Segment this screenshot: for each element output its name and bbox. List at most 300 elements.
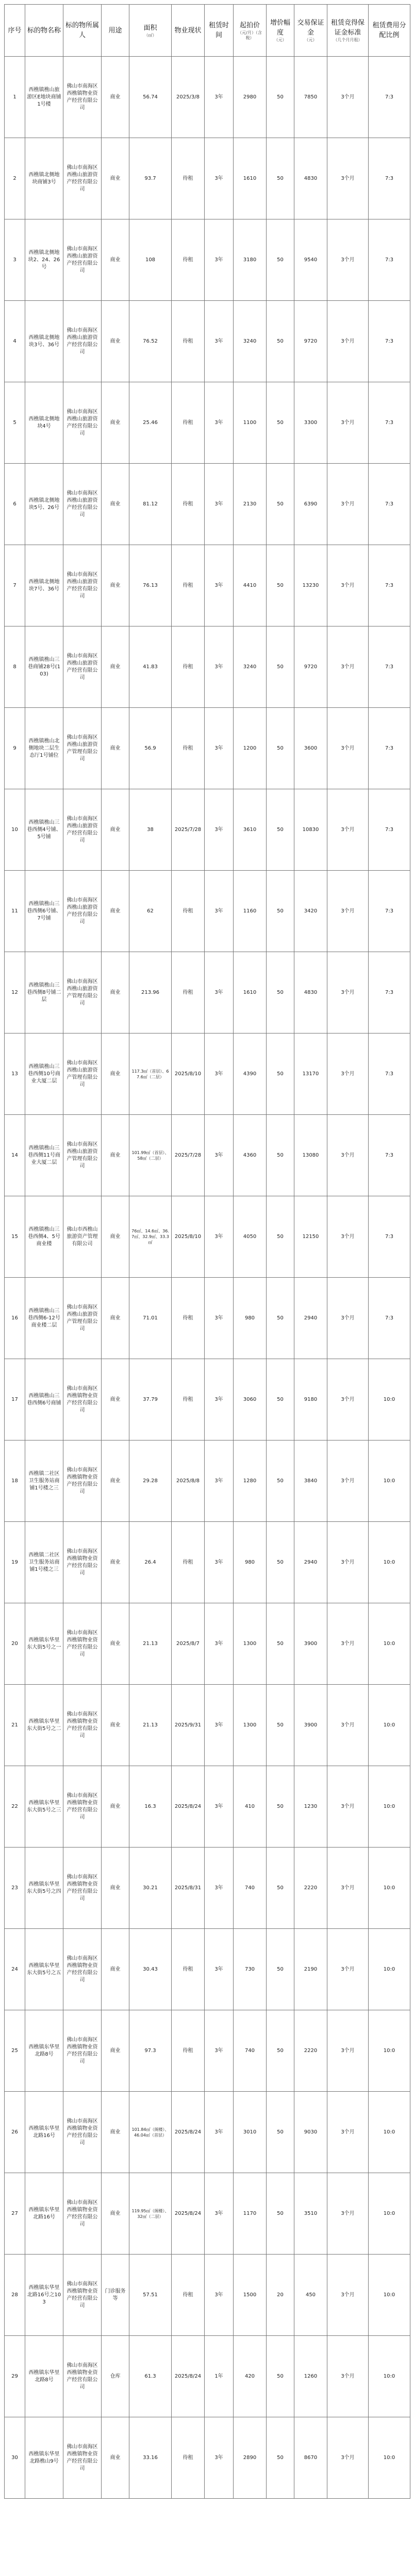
cell-area: 57.51	[129, 2255, 172, 2336]
cell-area: 108	[129, 219, 172, 301]
cell-ratio: 7:3	[369, 626, 410, 708]
cell-area: 38	[129, 789, 172, 871]
cell-price: 4050	[234, 1196, 267, 1278]
cell-status: 2025/3/8	[172, 57, 205, 138]
cell-months: 3个月	[327, 545, 369, 626]
cell-no: 19	[5, 1522, 25, 1603]
table-row	[5, 382, 410, 464]
cell-months: 3个月	[327, 464, 369, 545]
cell-months: 3个月	[327, 2255, 369, 2336]
cell-price: 4410	[234, 545, 267, 626]
cell-use: 商业	[102, 1929, 129, 2010]
cell-area: 33.16	[129, 2417, 172, 2499]
cell-price: 420	[234, 2336, 267, 2417]
cell-status: 2025/8/24	[172, 2173, 205, 2255]
cell-area: 16.3	[129, 1766, 172, 1848]
cell-price: 1300	[234, 1685, 267, 1766]
cell-area: 93.7	[129, 138, 172, 219]
cell-status: 待租	[172, 1278, 205, 1359]
cell-owner: 佛山市南海区西樵山旅游资产经营有限公司	[63, 626, 102, 708]
cell-term: 3年	[205, 789, 234, 871]
cell-price: 1100	[234, 382, 267, 464]
table-body	[5, 57, 410, 2499]
cell-status: 待租	[172, 1929, 205, 2010]
cell-name: 西樵镇樵山三巷西侧4、5号商业楼	[25, 1196, 63, 1278]
header-term: 租赁时间	[205, 5, 234, 57]
cell-owner: 佛山市南海区西樵山旅游资产经营有限公司	[63, 301, 102, 382]
cell-use: 商业	[102, 382, 129, 464]
cell-use: 商业	[102, 2173, 129, 2255]
cell-area: 21.13	[129, 1603, 172, 1685]
cell-use: 商业	[102, 1440, 129, 1522]
cell-no: 9	[5, 708, 25, 789]
cell-use: 商业	[102, 1359, 129, 1440]
cell-name: 西樵镇二社区卫生服务站商铺1号楼之三	[25, 1522, 63, 1603]
table-row	[5, 2336, 410, 2417]
cell-step: 50	[267, 2092, 294, 2173]
cell-name: 西樵镇北侧地块3号、36号	[25, 301, 63, 382]
cell-owner: 佛山市南海区西樵镇物业资产经营有限公司	[63, 1685, 102, 1766]
cell-use: 商业	[102, 626, 129, 708]
cell-ratio: 10:0	[369, 2417, 410, 2499]
cell-step: 50	[267, 1440, 294, 1522]
cell-no: 21	[5, 1685, 25, 1766]
cell-ratio: 7:3	[369, 1115, 410, 1196]
cell-name: 西樵镇东华里北路8号	[25, 2010, 63, 2092]
cell-status: 2025/8/7	[172, 1603, 205, 1685]
cell-no: 18	[5, 1440, 25, 1522]
cell-ratio: 10:0	[369, 1359, 410, 1440]
cell-deposit: 9030	[294, 2092, 327, 2173]
cell-area: 29.28	[129, 1440, 172, 1522]
cell-owner: 佛山市南海区西樵镇物业资产经营有限公司	[63, 2092, 102, 2173]
header-deposit: 交易保证金 （元）	[294, 5, 327, 57]
table-row	[5, 301, 410, 382]
cell-term: 3年	[205, 871, 234, 952]
cell-area: 76.13	[129, 545, 172, 626]
cell-area: 213.96	[129, 952, 172, 1033]
cell-name: 西樵镇樵山旅游区E地块商铺1号楼	[25, 57, 63, 138]
cell-name: 西樵镇樵山三巷西侧10号商业大厦二层	[25, 1033, 63, 1115]
cell-use: 商业	[102, 1115, 129, 1196]
cell-deposit: 6390	[294, 464, 327, 545]
header-status: 物业现状	[172, 5, 205, 57]
cell-price: 740	[234, 1848, 267, 1929]
cell-area: 41.83	[129, 626, 172, 708]
cell-step: 50	[267, 871, 294, 952]
cell-name: 西樵镇樵山三巷西侧6号商铺	[25, 1359, 63, 1440]
cell-name: 西樵镇东华里北路8号	[25, 2336, 63, 2417]
cell-area: 62	[129, 871, 172, 952]
cell-months: 3个月	[327, 2417, 369, 2499]
table-row	[5, 464, 410, 545]
cell-status: 待租	[172, 952, 205, 1033]
cell-use: 商业	[102, 1522, 129, 1603]
table-row	[5, 219, 410, 301]
table-row	[5, 2092, 410, 2173]
cell-area: 26.4	[129, 1522, 172, 1603]
cell-use: 商业	[102, 2092, 129, 2173]
cell-deposit: 2940	[294, 1522, 327, 1603]
cell-price: 1200	[234, 708, 267, 789]
cell-use: 商业	[102, 789, 129, 871]
cell-no: 20	[5, 1603, 25, 1685]
cell-term: 3年	[205, 2010, 234, 2092]
cell-deposit: 3510	[294, 2173, 327, 2255]
cell-owner: 佛山市南海区西樵山旅游资产管理有限公司	[63, 708, 102, 789]
table-row	[5, 545, 410, 626]
cell-name: 西樵镇北侧地块4号	[25, 382, 63, 464]
cell-owner: 佛山市南海区西樵镇物业资产经营有限公司	[63, 57, 102, 138]
cell-use: 商业	[102, 219, 129, 301]
cell-deposit: 4830	[294, 952, 327, 1033]
table-row	[5, 1685, 410, 1766]
cell-owner: 佛山市南海区西樵山旅游资产管理有限公司	[63, 1033, 102, 1115]
cell-area: 81.12	[129, 464, 172, 545]
cell-term: 3年	[205, 2173, 234, 2255]
cell-owner: 佛山市西樵山旅游资产管理有限公司	[63, 1196, 102, 1278]
cell-ratio: 10:0	[369, 1766, 410, 1848]
cell-months: 3个月	[327, 626, 369, 708]
cell-ratio: 10:0	[369, 2173, 410, 2255]
cell-area: 25.46	[129, 382, 172, 464]
cell-months: 3个月	[327, 219, 369, 301]
table-row	[5, 1766, 410, 1848]
cell-use: 商业	[102, 301, 129, 382]
cell-no: 8	[5, 626, 25, 708]
cell-deposit: 450	[294, 2255, 327, 2336]
cell-months: 3个月	[327, 1685, 369, 1766]
cell-step: 50	[267, 1033, 294, 1115]
cell-deposit: 8670	[294, 2417, 327, 2499]
cell-status: 待租	[172, 1522, 205, 1603]
cell-name: 西樵镇北侧地块5号、26号	[25, 464, 63, 545]
cell-area: 21.13	[129, 1685, 172, 1766]
cell-months: 3个月	[327, 57, 369, 138]
cell-ratio: 10:0	[369, 1522, 410, 1603]
cell-use: 商业	[102, 952, 129, 1033]
cell-name: 西樵镇东华里北路樵山9号	[25, 2417, 63, 2499]
cell-owner: 佛山市南海区西樵山旅游资产经营有限公司	[63, 464, 102, 545]
cell-step: 50	[267, 545, 294, 626]
cell-deposit: 3840	[294, 1440, 327, 1522]
cell-step: 50	[267, 219, 294, 301]
cell-ratio: 7:3	[369, 464, 410, 545]
cell-price: 1280	[234, 1440, 267, 1522]
cell-months: 3个月	[327, 2092, 369, 2173]
cell-deposit: 4830	[294, 138, 327, 219]
cell-ratio: 7:3	[369, 1196, 410, 1278]
cell-no: 28	[5, 2255, 25, 2336]
cell-ratio: 10:0	[369, 1929, 410, 2010]
cell-months: 3个月	[327, 2336, 369, 2417]
cell-status: 2025/8/24	[172, 2092, 205, 2173]
table-row	[5, 138, 410, 219]
cell-status: 待租	[172, 871, 205, 952]
table-row	[5, 1359, 410, 1440]
cell-owner: 佛山市南海区西樵镇物业资产经营有限公司	[63, 1522, 102, 1603]
cell-no: 5	[5, 382, 25, 464]
cell-owner: 佛山市南海区西樵山旅游资产经营有限公司	[63, 382, 102, 464]
cell-no: 1	[5, 57, 25, 138]
cell-no: 12	[5, 952, 25, 1033]
cell-ratio: 7:3	[369, 57, 410, 138]
cell-term: 3年	[205, 1685, 234, 1766]
cell-owner: 佛山市南海区西樵镇物业资产经营有限公司	[63, 1603, 102, 1685]
cell-area: 101.84㎡（阁楼）、46.04㎡（首层）	[129, 2092, 172, 2173]
cell-use: 商业	[102, 1685, 129, 1766]
cell-status: 2025/7/28	[172, 789, 205, 871]
cell-no: 25	[5, 2010, 25, 2092]
cell-no: 15	[5, 1196, 25, 1278]
cell-months: 3个月	[327, 1278, 369, 1359]
cell-price: 2130	[234, 464, 267, 545]
cell-step: 50	[267, 1766, 294, 1848]
cell-ratio: 7:3	[369, 545, 410, 626]
cell-months: 3个月	[327, 301, 369, 382]
cell-step: 50	[267, 2010, 294, 2092]
cell-ratio: 7:3	[369, 708, 410, 789]
cell-ratio: 10:0	[369, 1685, 410, 1766]
cell-deposit: 9720	[294, 301, 327, 382]
cell-step: 50	[267, 1848, 294, 1929]
cell-price: 3010	[234, 2092, 267, 2173]
cell-price: 3240	[234, 301, 267, 382]
cell-term: 3年	[205, 1440, 234, 1522]
cell-status: 待租	[172, 626, 205, 708]
header-area: 面积 （㎡）	[129, 5, 172, 57]
cell-use: 商业	[102, 1603, 129, 1685]
cell-owner: 佛山市南海区西樵镇物业资产经营有限公司	[63, 2417, 102, 2499]
cell-no: 7	[5, 545, 25, 626]
cell-price: 980	[234, 1522, 267, 1603]
cell-step: 50	[267, 1196, 294, 1278]
cell-price: 1500	[234, 2255, 267, 2336]
table-row	[5, 1115, 410, 1196]
cell-ratio: 10:0	[369, 2336, 410, 2417]
cell-status: 2025/7/28	[172, 1115, 205, 1196]
cell-term: 3年	[205, 1603, 234, 1685]
cell-no: 30	[5, 2417, 25, 2499]
cell-owner: 佛山市南海区西樵山旅游资产经营有限公司	[63, 871, 102, 952]
cell-no: 16	[5, 1278, 25, 1359]
cell-months: 3个月	[327, 1929, 369, 2010]
cell-owner: 佛山市南海区西樵山旅游资产管理有限公司	[63, 1278, 102, 1359]
table-row	[5, 2255, 410, 2336]
cell-deposit: 12150	[294, 1196, 327, 1278]
cell-use: 商业	[102, 1196, 129, 1278]
cell-step: 50	[267, 1115, 294, 1196]
cell-term: 3年	[205, 464, 234, 545]
cell-owner: 佛山市南海区西樵镇物业资产经营有限公司	[63, 1359, 102, 1440]
table-row	[5, 1848, 410, 1929]
table-row	[5, 1522, 410, 1603]
cell-months: 3个月	[327, 382, 369, 464]
cell-use: 商业	[102, 1848, 129, 1929]
table-row	[5, 789, 410, 871]
header-step: 增价幅度 （元）	[267, 5, 294, 57]
cell-months: 3个月	[327, 2173, 369, 2255]
cell-deposit: 9720	[294, 626, 327, 708]
cell-deposit: 13080	[294, 1115, 327, 1196]
cell-step: 50	[267, 1359, 294, 1440]
header-ratio: 租赁费用分配比例	[369, 5, 410, 57]
cell-term: 3年	[205, 1359, 234, 1440]
cell-step: 50	[267, 789, 294, 871]
cell-price: 4390	[234, 1033, 267, 1115]
cell-name: 西樵镇东华里东大街5号之一	[25, 1603, 63, 1685]
cell-no: 10	[5, 789, 25, 871]
page	[0, 4, 414, 2576]
cell-no: 27	[5, 2173, 25, 2255]
cell-ratio: 7:3	[369, 382, 410, 464]
cell-ratio: 7:3	[369, 952, 410, 1033]
cell-name: 西樵镇北侧地块2、24、26号	[25, 219, 63, 301]
cell-owner: 佛山市南海区西樵山旅游资产经营有限公司	[63, 138, 102, 219]
cell-term: 3年	[205, 2092, 234, 2173]
table-row	[5, 1196, 410, 1278]
cell-name: 西樵镇东华里东大街5号之三	[25, 1766, 63, 1848]
cell-status: 待租	[172, 2255, 205, 2336]
cell-ratio: 7:3	[369, 871, 410, 952]
cell-use: 商业	[102, 2417, 129, 2499]
header-use: 用途	[102, 5, 129, 57]
cell-status: 2025/9/31	[172, 1685, 205, 1766]
cell-owner: 佛山市南海区西樵镇物业资产经营有限公司	[63, 1929, 102, 2010]
cell-months: 3个月	[327, 1115, 369, 1196]
cell-deposit: 3420	[294, 871, 327, 952]
cell-step: 50	[267, 464, 294, 545]
cell-area: 76.52	[129, 301, 172, 382]
cell-owner: 佛山市南海区西樵镇物业资产经营有限公司	[63, 2255, 102, 2336]
cell-step: 50	[267, 138, 294, 219]
cell-owner: 佛山市南海区西樵镇物业资产经营有限公司	[63, 2010, 102, 2092]
table-row	[5, 1603, 410, 1685]
cell-price: 2890	[234, 2417, 267, 2499]
cell-area: 117.3㎡（首层）、67.6㎡（二层）	[129, 1033, 172, 1115]
cell-step: 50	[267, 1685, 294, 1766]
cell-term: 1年	[205, 2336, 234, 2417]
cell-name: 西樵镇东华里北路16号	[25, 2092, 63, 2173]
cell-price: 980	[234, 1278, 267, 1359]
cell-price: 3060	[234, 1359, 267, 1440]
cell-name: 西樵镇东华里北路16号	[25, 2173, 63, 2255]
cell-deposit: 10830	[294, 789, 327, 871]
header-row	[5, 5, 410, 57]
cell-no: 6	[5, 464, 25, 545]
cell-term: 3年	[205, 545, 234, 626]
cell-name: 西樵镇樵山三巷西侧6-12号商业楼二层	[25, 1278, 63, 1359]
cell-deposit: 3300	[294, 382, 327, 464]
cell-price: 3180	[234, 219, 267, 301]
cell-price: 410	[234, 1766, 267, 1848]
cell-term: 3年	[205, 1115, 234, 1196]
cell-deposit: 9180	[294, 1359, 327, 1440]
cell-price: 3610	[234, 789, 267, 871]
cell-status: 待租	[172, 708, 205, 789]
cell-status: 2025/8/10	[172, 1033, 205, 1115]
cell-term: 3年	[205, 626, 234, 708]
cell-term: 3年	[205, 1033, 234, 1115]
cell-area: 56.9	[129, 708, 172, 789]
table-row	[5, 2417, 410, 2499]
cell-owner: 佛山市南海区西樵镇物业资产经营有限公司	[63, 1440, 102, 1522]
cell-months: 3个月	[327, 1848, 369, 1929]
cell-name: 西樵镇北侧地块商铺3号	[25, 138, 63, 219]
table-row	[5, 1440, 410, 1522]
table-row	[5, 871, 410, 952]
cell-status: 待租	[172, 2417, 205, 2499]
cell-price: 730	[234, 1929, 267, 2010]
cell-ratio: 10:0	[369, 1848, 410, 1929]
cell-step: 50	[267, 2417, 294, 2499]
cell-area: 71.01	[129, 1278, 172, 1359]
cell-use: 商业	[102, 57, 129, 138]
cell-term: 3年	[205, 2255, 234, 2336]
cell-status: 2025/8/10	[172, 1196, 205, 1278]
cell-use: 商业	[102, 138, 129, 219]
cell-name: 西樵镇东华里东大街5号之五	[25, 1929, 63, 2010]
cell-ratio: 10:0	[369, 2092, 410, 2173]
cell-status: 待租	[172, 545, 205, 626]
cell-deposit: 3900	[294, 1685, 327, 1766]
cell-no: 2	[5, 138, 25, 219]
cell-months: 3个月	[327, 1033, 369, 1115]
cell-months: 3个月	[327, 138, 369, 219]
cell-status: 待租	[172, 464, 205, 545]
cell-deposit: 1260	[294, 2336, 327, 2417]
cell-ratio: 7:3	[369, 301, 410, 382]
cell-term: 3年	[205, 1929, 234, 2010]
cell-area: 37.79	[129, 1359, 172, 1440]
cell-status: 2025/8/31	[172, 1848, 205, 1929]
cell-status: 待租	[172, 382, 205, 464]
cell-ratio: 10:0	[369, 1603, 410, 1685]
cell-no: 17	[5, 1359, 25, 1440]
cell-months: 3个月	[327, 789, 369, 871]
cell-term: 3年	[205, 2417, 234, 2499]
cell-months: 3个月	[327, 1196, 369, 1278]
cell-step: 20	[267, 2255, 294, 2336]
cell-status: 待租	[172, 301, 205, 382]
cell-deposit: 13230	[294, 545, 327, 626]
cell-no: 23	[5, 1848, 25, 1929]
cell-ratio: 7:3	[369, 138, 410, 219]
cell-ratio: 7:3	[369, 219, 410, 301]
cell-term: 3年	[205, 1766, 234, 1848]
cell-no: 22	[5, 1766, 25, 1848]
cell-step: 50	[267, 1929, 294, 2010]
cell-term: 3年	[205, 1278, 234, 1359]
cell-deposit: 2220	[294, 1848, 327, 1929]
cell-price: 4360	[234, 1115, 267, 1196]
cell-owner: 佛山市南海区西樵山旅游资产管理有限公司	[63, 1115, 102, 1196]
cell-months: 3个月	[327, 952, 369, 1033]
header-months: 租赁竞得保证金标准 （几个月月租）	[327, 5, 369, 57]
cell-step: 50	[267, 382, 294, 464]
cell-ratio: 7:3	[369, 1278, 410, 1359]
header-name: 标的物名称	[25, 5, 63, 57]
cell-status: 待租	[172, 2010, 205, 2092]
cell-term: 3年	[205, 382, 234, 464]
cell-ratio: 10:0	[369, 2255, 410, 2336]
cell-name: 西樵镇二社区卫生服务站商铺1号楼之三	[25, 1440, 63, 1522]
cell-months: 3个月	[327, 2010, 369, 2092]
cell-deposit: 3600	[294, 708, 327, 789]
cell-deposit: 2940	[294, 1278, 327, 1359]
cell-term: 3年	[205, 1196, 234, 1278]
cell-no: 29	[5, 2336, 25, 2417]
